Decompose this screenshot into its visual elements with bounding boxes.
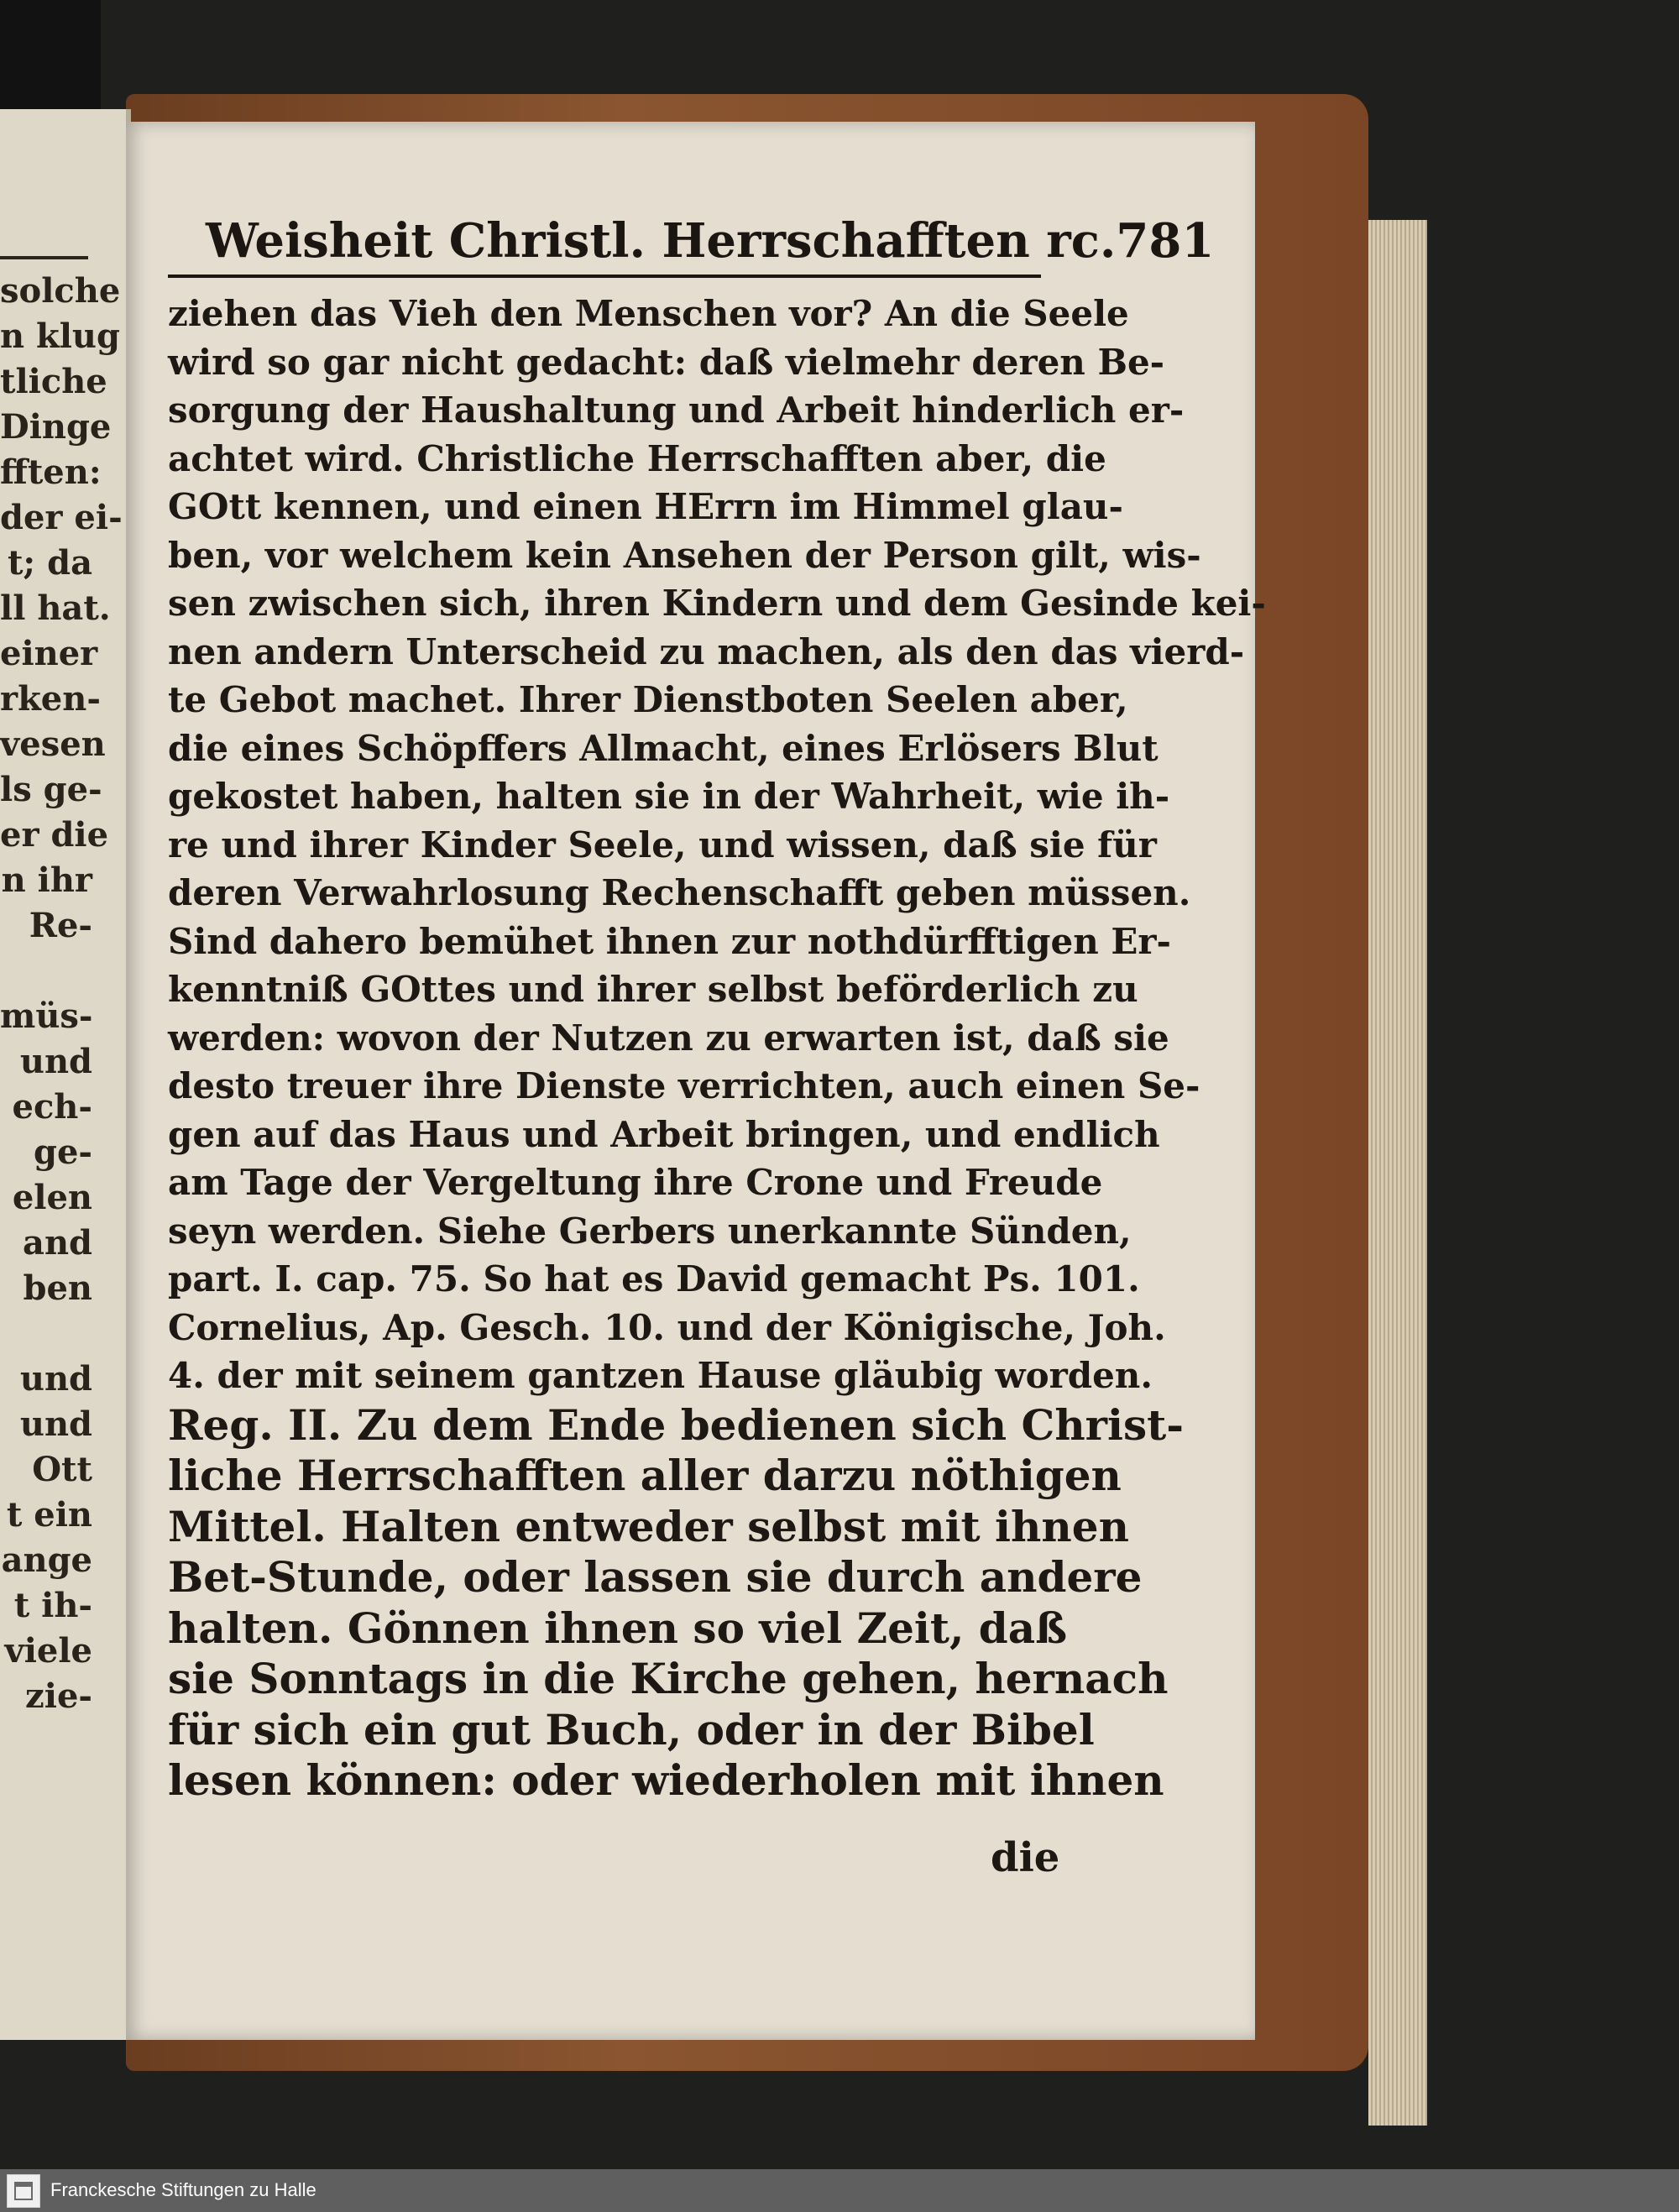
text-line: am Tage der Vergeltung ihre Crone und Freude — [168, 1162, 1103, 1203]
left-line: n ihr — [1, 860, 92, 900]
text-line: Sind dahero bemühet ihnen zur nothdürfftigen Er- — [168, 920, 1171, 962]
rule-text-line: Mittel. Halten entweder selbst mit ihnen — [168, 1501, 1129, 1551]
text-line: GOtt kennen, und einen HErrn im Himmel glau- — [168, 486, 1123, 527]
body-text — [168, 290, 1266, 1807]
left-line: t ih- — [13, 1586, 92, 1625]
text-line: kenntniß GOttes und ihrer selbst beförderlich zu — [168, 969, 1138, 1010]
footer-institution: Franckesche Stiftungen zu Halle — [50, 2179, 316, 2200]
left-line: und — [19, 1404, 92, 1444]
text-line: re und ihrer Kinder Seele, und wissen, daß sie für — [168, 824, 1157, 865]
rule-text-line: lesen können: oder wiederholen mit ihnen — [168, 1755, 1164, 1805]
text-line: die eines Schöpffers Allmacht, eines Erlösers Blut — [168, 727, 1159, 769]
left-line: Re- — [29, 906, 92, 945]
institution-logo-icon — [7, 2174, 40, 2208]
text-line: achtet wird. Christliche Herrschafften aber, die — [168, 437, 1106, 479]
left-page-rule — [0, 256, 88, 259]
left-line: einer — [0, 634, 98, 673]
text-line: deren Verwahrlosung Rechenschafft geben müssen. — [168, 872, 1191, 913]
text-line: gen auf das Haus und Arbeit bringen, und endlich — [168, 1113, 1160, 1155]
text-line: werden: wovon der Nutzen zu erwarten ist, daß sie — [168, 1017, 1169, 1059]
left-line: ben — [23, 1268, 92, 1308]
text-line: part. I. cap. 75. So hat es David gemacht Ps. 101. — [168, 1258, 1140, 1299]
page-edges — [1368, 220, 1427, 2126]
text-line: gekostet haben, halten sie in der Wahrheit, wie ih- — [168, 776, 1170, 817]
text-line: sorgung der Haushaltung und Arbeit hinderlich er- — [168, 390, 1185, 431]
left-line: und — [19, 1042, 92, 1081]
footer-bar — [0, 2169, 1679, 2212]
text-line: seyn werden. Siehe Gerbers unerkannte Sünden, — [168, 1210, 1132, 1252]
left-page — [0, 109, 131, 2040]
text-line: ziehen das Vieh den Menschen vor? An die Seele — [168, 293, 1129, 334]
left-page-text — [0, 269, 123, 1719]
rule-text-line: sie Sonntags in die Kirche gehen, hernach — [168, 1654, 1169, 1703]
text-line: ben, vor welchem kein Ansehen der Person gilt, wis- — [168, 534, 1201, 576]
left-line: elen — [12, 1178, 92, 1217]
text-line: 4. der mit seinem gantzen Hause gläubig worden. — [168, 1355, 1153, 1396]
left-line: müs- — [0, 996, 93, 1036]
rule-text-line: halten. Gönnen ihnen so viel Zeit, daß — [168, 1603, 1068, 1653]
left-line: zie- — [25, 1676, 92, 1716]
text-line: Cornelius, Ap. Gesch. 10. und der Königische, Joh. — [168, 1306, 1166, 1348]
running-head: Weisheit Christl. Herrschafften rc. — [206, 213, 1117, 269]
left-line: tliche — [0, 362, 107, 401]
left-line: ll hat. — [0, 588, 111, 628]
left-line — [0, 949, 92, 994]
text-line: desto treuer ihre Dienste verrichten, auch einen Se- — [168, 1065, 1200, 1106]
header-rule — [168, 275, 1041, 278]
text-line: te Gebot machet. Ihrer Dienstboten Seelen aber, — [168, 679, 1128, 720]
left-line — [0, 1311, 92, 1357]
rule-text-line: für sich ein gut Buch, oder in der Bibel — [168, 1704, 1095, 1754]
left-line: n klug — [0, 316, 120, 356]
left-line: and — [23, 1223, 92, 1263]
catchword: die — [991, 1834, 1060, 1881]
rule-text-line: Reg. II. Zu dem Ende bedienen sich Christ- — [168, 1399, 1185, 1450]
left-line: der ei- — [0, 498, 123, 537]
rule-text-line: Bet-Stunde, oder lassen sie durch andere — [168, 1552, 1143, 1602]
text-line: sen zwischen sich, ihren Kindern und dem Gesinde kei- — [168, 583, 1266, 624]
left-line: und — [19, 1359, 92, 1399]
left-line: vesen — [0, 724, 106, 764]
left-line: solche — [0, 271, 121, 311]
left-line: Ott — [32, 1450, 92, 1489]
left-line: t; da — [7, 543, 92, 583]
page-number: 781 — [1116, 213, 1215, 269]
text-line: wird so gar nicht gedacht: daß vielmehr deren Be- — [168, 341, 1165, 383]
left-line: er die — [0, 815, 109, 855]
left-line: viele — [4, 1631, 92, 1671]
left-line: ech- — [12, 1087, 92, 1127]
rule-text-line: liche Herrschafften aller darzu nöthigen — [168, 1451, 1122, 1500]
text-line: nen andern Unterscheid zu machen, als den das vierd- — [168, 630, 1245, 672]
left-line: ls ge- — [0, 770, 102, 809]
left-line: rken- — [0, 679, 101, 719]
left-line: t ein — [6, 1495, 92, 1535]
left-line: fften: — [0, 452, 102, 492]
left-line: ge- — [33, 1132, 92, 1172]
page-header — [206, 201, 1215, 269]
left-line: Dinge — [0, 407, 112, 447]
left-line: ange — [1, 1540, 92, 1580]
